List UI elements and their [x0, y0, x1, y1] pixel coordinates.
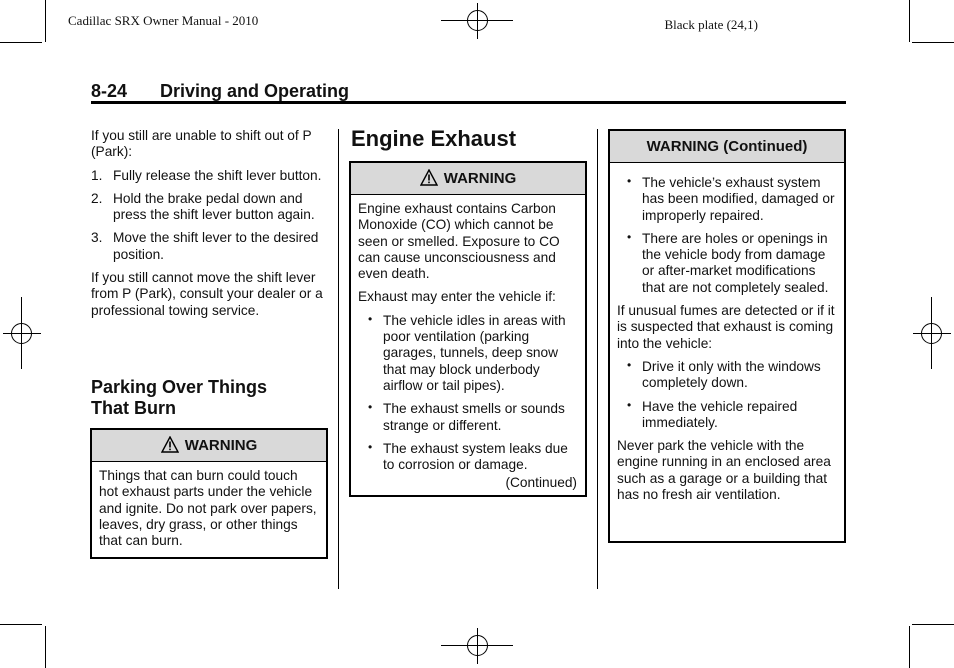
crop-mark-bottom-right-v: [909, 626, 910, 668]
list-item: [617, 359, 836, 392]
list-item: [91, 168, 327, 184]
warning-box-continued: [608, 129, 846, 543]
after-paragraph: If you still cannot move the shift lever from P (Park), consult your dealer or a professional towing service.: [91, 270, 323, 318]
bullet-list: [617, 175, 836, 296]
intro-paragraph: If you still are unable to shift out of P (Park):: [91, 128, 312, 160]
bullet-text: The exhaust smells or sounds strange or different.: [383, 401, 565, 433]
step-text: Fully release the shift lever button.: [113, 167, 322, 183]
bullet-dot-icon: •: [368, 439, 373, 454]
crop-mark-top-left-h: [0, 42, 42, 43]
warning-header: [92, 430, 326, 462]
crop-mark-top-left-v: [45, 0, 46, 42]
bullet-dot-icon: •: [627, 357, 632, 372]
warning-paragraph: Exhaust may enter the vehicle if:: [358, 289, 556, 305]
list-item: [358, 313, 577, 394]
warning-box-exhaust: [349, 161, 587, 497]
column-1: [91, 128, 327, 326]
list-item: [358, 401, 577, 434]
warning-triangle-icon: [161, 436, 179, 453]
warning-paragraph: Engine exhaust contains Carbon Monoxide (CO) which cannot be seen or smelled. Exposure to CO can cause unconsciousness and even death.: [358, 201, 560, 282]
warning-label: WARNING: [184, 437, 258, 454]
step-text: Move the shift lever to the desired position.: [113, 230, 319, 262]
crop-mark-bottom-right-h: [912, 624, 954, 625]
bullet-dot-icon: •: [627, 229, 632, 244]
crop-mark-top-right-v: [909, 0, 910, 42]
warning-triangle-icon: [420, 169, 438, 186]
plate-label: Black plate (24,1): [664, 17, 758, 32]
step-number: 3.: [91, 230, 103, 246]
warning-header: [351, 163, 585, 195]
bullet-dot-icon: •: [368, 400, 373, 415]
warning-label: WARNING: [443, 170, 517, 187]
manual-title: Cadillac SRX Owner Manual - 2010: [68, 13, 259, 28]
step-text: Hold the brake pedal down and press the shift lever button again.: [113, 190, 315, 223]
bullet-list: [617, 359, 836, 431]
warning-body: [351, 195, 585, 496]
crop-mark-bottom-left-v: [45, 626, 46, 668]
bullet-text: The vehicle idles in areas with poor ventilation (parking garages, tunnels, deep snow that may block underbody airflow or tail pipes).: [383, 312, 566, 393]
section-header: [91, 81, 846, 104]
warning-body: [610, 163, 844, 514]
section-title: Driving and Operating: [160, 81, 350, 101]
warning-header: [610, 131, 844, 163]
engine-exhaust-heading: Engine Exhaust: [351, 126, 517, 151]
bullet-dot-icon: •: [627, 174, 632, 188]
list-item: [617, 175, 836, 224]
list-item: [91, 191, 327, 224]
column-divider-1: [338, 129, 339, 589]
column-divider-2: [597, 129, 598, 589]
list-item: [617, 399, 836, 432]
steps-list: [91, 168, 327, 263]
bullet-text: Have the vehicle repaired immediately.: [642, 398, 798, 430]
warning-text: Things that can burn could touch hot exhaust parts under the vehicle and ignite. Do not park over papers, leaves, dry grass, or other things that can burn.: [99, 468, 317, 549]
step-number: 1.: [91, 167, 103, 183]
list-item: [617, 231, 836, 296]
bullet-dot-icon: •: [627, 397, 632, 412]
step-number: 2.: [91, 190, 103, 206]
list-item: [91, 230, 327, 263]
parking-heading: Parking Over Things That Burn: [91, 377, 268, 418]
bullet-text: The exhaust system leaks due to corrosion or damage.: [383, 440, 568, 473]
bullet-text: The vehicle’s exhaust system has been modified, damaged or improperly repaired.: [642, 175, 835, 223]
warning-box-parking: [90, 428, 328, 559]
page-number: 8-24: [91, 81, 128, 101]
warning-paragraph: If unusual fumes are detected or if it is suspected that exhaust is coming into the vehicle:: [617, 303, 835, 351]
bullet-text: Drive it only with the windows completely down.: [642, 358, 821, 391]
bullet-text: There are holes or openings in the vehicle body from damage or after-market modifications that are not completely sealed.: [642, 230, 829, 295]
list-item: [358, 441, 577, 474]
crop-mark-bottom-left-h: [0, 624, 42, 625]
crop-mark-top-right-h: [912, 42, 954, 43]
warning-label: WARNING (Continued): [646, 138, 808, 155]
warning-paragraph: Never park the vehicle with the engine running in an enclosed area such as a garage or a building that has no fresh air ventilation.: [617, 438, 831, 503]
continued-label: (Continued): [505, 475, 577, 491]
bullet-list: [358, 313, 577, 474]
bullet-dot-icon: •: [368, 311, 373, 326]
